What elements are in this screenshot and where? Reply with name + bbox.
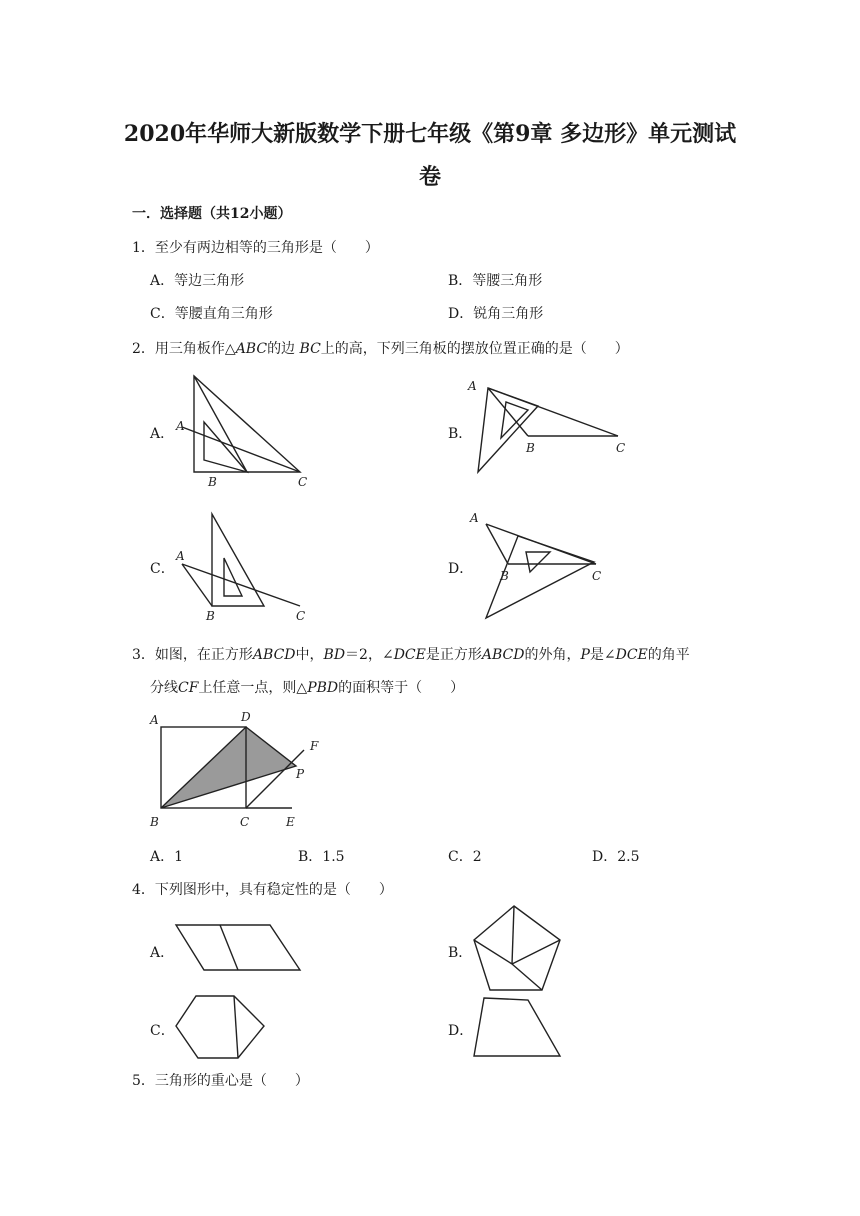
svg-text:A: A [176,419,185,433]
question-3-option-d: D．2.5 [592,849,640,865]
svg-text:A: A [176,549,185,563]
question-1-option-b: B．等腰三角形 [448,273,543,289]
question-1-option-a: A．等边三角形 [150,273,245,289]
question-3-figure [146,706,346,832]
question-4-figure-d [470,994,566,1062]
question-3-stem-line1: 3．如图，在正方形ABCD中，BD＝2，∠DCE是正方形ABCD的外角，P是∠DCE的角平 [132,647,690,663]
svg-text:A: A [150,713,159,727]
svg-text:B: B [500,569,509,583]
question-1-stem: 1．至少有两边相等的三角形是（ ） [132,240,379,256]
question-2-option-b: B． [448,426,473,442]
svg-text:F: F [310,739,319,753]
question-1-option-d: D．锐角三角形 [448,306,544,322]
question-2-figure-a [172,372,318,490]
question-4-figure-a [172,920,304,976]
svg-text:C: C [240,815,250,829]
question-3-option-c: C．2 [448,849,482,865]
question-2-option-d: D． [448,561,474,577]
question-2-figure-b [466,376,636,478]
question-2-figure-c [172,508,318,626]
svg-text:B: B [150,815,159,829]
question-1-option-c: C．等腰直角三角形 [150,306,273,322]
question-4-option-b: B． [448,945,473,961]
svg-text:C: C [296,609,306,623]
question-3-stem-line2: 分线CF上任意一点，则△PBD的面积等于（ ） [150,680,465,696]
svg-text:C: C [616,441,626,455]
question-2-figure-d [466,508,616,624]
question-2-stem: 2．用三角板作△ABC的边 BC上的高，下列三角板的摆放位置正确的是（ ） [132,341,629,357]
svg-text:E: E [286,815,295,829]
question-4-figure-b [470,902,566,994]
question-3-option-b: B．1.5 [298,849,345,865]
question-2-option-c: C． [150,561,175,577]
svg-text:B: B [206,609,215,623]
svg-text:A: A [470,511,479,525]
question-5-stem: 5．三角形的重心是（ ） [132,1073,309,1089]
question-2-option-a: A． [150,426,175,442]
document-title-line2: 卷 [418,164,441,190]
question-3-option-a: A．1 [150,849,184,865]
question-4-stem: 4．下列图形中，具有稳定性的是（ ） [132,882,393,898]
svg-text:P: P [296,767,305,781]
section-heading: 一．选择题（共12小题） [132,206,292,222]
question-4-option-a: A． [150,945,175,961]
document-title-line1: 2020年华师大新版数学下册七年级《第9章 多边形》单元测试 [123,121,737,147]
question-4-figure-c [172,992,268,1062]
svg-text:D: D [241,710,251,724]
svg-text:A: A [468,379,477,393]
svg-text:B: B [208,475,217,489]
svg-text:C: C [592,569,602,583]
question-4-option-c: C． [150,1023,175,1039]
svg-text:C: C [298,475,308,489]
question-4-option-d: D． [448,1023,474,1039]
svg-text:B: B [526,441,535,455]
